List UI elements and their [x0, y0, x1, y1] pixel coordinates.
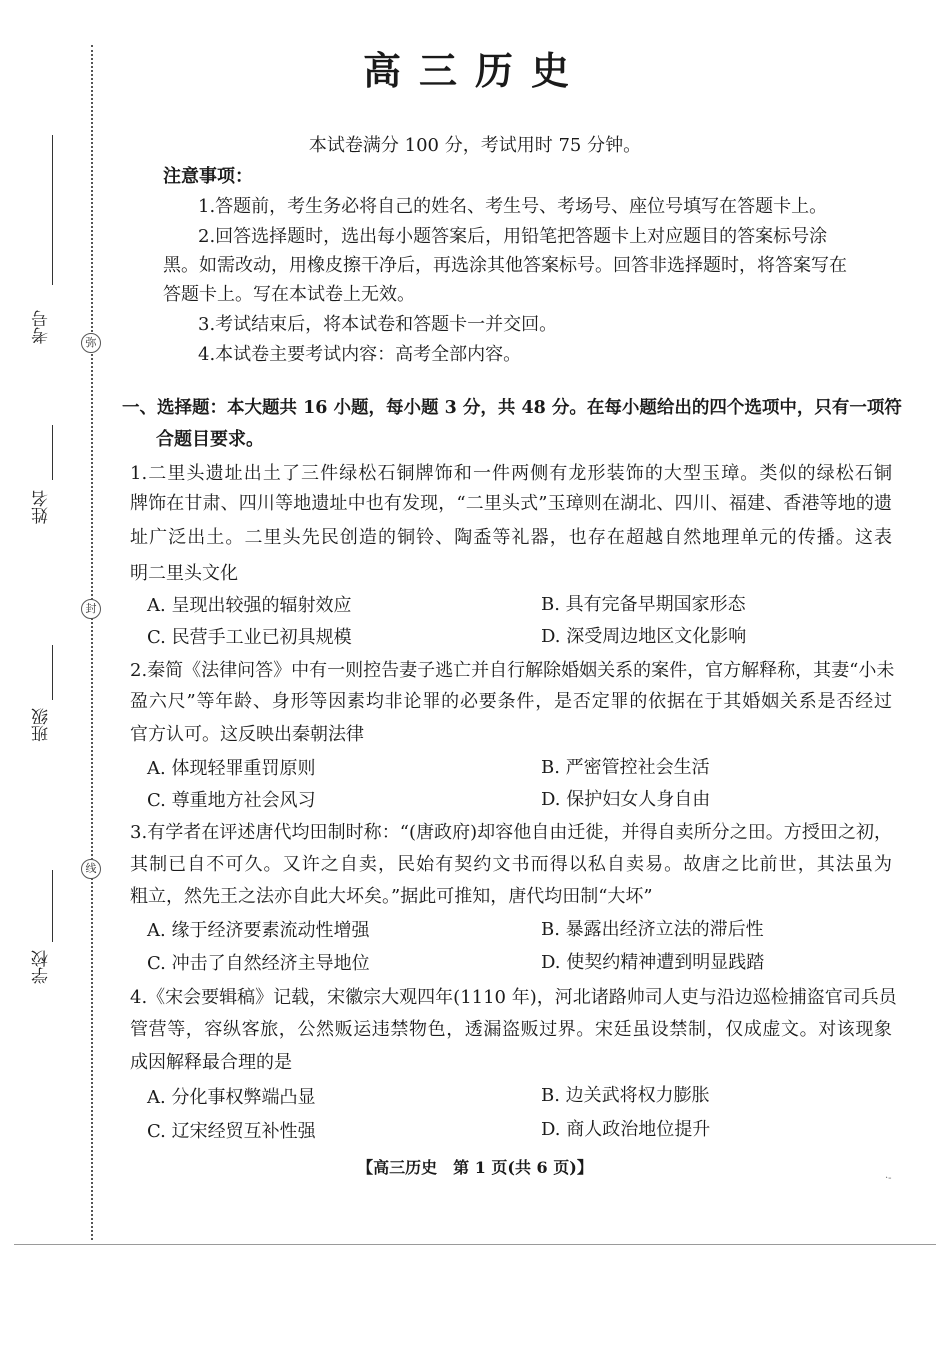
scan-mark: ·- [885, 1173, 892, 1184]
question-1-option-c[interactable]: C. 民营手工业已初具规模 [147, 627, 352, 648]
seal-char-xian: 线 [81, 859, 101, 879]
page-title: 高三历史 [362, 48, 587, 93]
school-label: 学校 [32, 950, 52, 984]
question-1-text: 址广泛出土。二里头先民创造的铜铃、陶盉等礼器，也存在超越自然地理单元的传播。这表 [130, 527, 892, 548]
question-1-option-a[interactable]: A. 呈现出较强的辐射效应 [147, 595, 352, 616]
notice-line: 1.答题前，考生务必将自己的姓名、考生号、考场号、座位号填写在答题卡上。 [198, 196, 828, 217]
question-4-text: 管营等，容纵客旅，公然贩运违禁物色，透漏盗贩过界。宋廷虽设禁制，仅成虚文。对该现象 [130, 1019, 892, 1040]
question-4-option-d[interactable]: D. 商人政治地位提升 [541, 1119, 711, 1140]
question-3-option-a[interactable]: A. 缘于经济要素流动性增强 [147, 920, 370, 941]
exam-number-label: 考号 [32, 310, 52, 344]
notice-line: 黑。如需改动，用橡皮擦干净后，再选涂其他答案标号。回答非选择题时，将答案写在 [163, 255, 847, 276]
question-3-text: 粗立，然先王之法亦自此大坏矣。”据此可推知，唐代均田制“大坏” [130, 886, 653, 907]
question-3-option-d[interactable]: D. 使契约精神遭到明显践踏 [541, 952, 765, 973]
question-2-option-d[interactable]: D. 保护妇女人身自由 [541, 789, 711, 810]
class-blank[interactable] [52, 645, 53, 700]
question-1-text: 1.二里头遗址出土了三件绿松石铜牌饰和一件两侧有龙形装饰的大型玉璋。类似的绿松石铜 [130, 463, 892, 484]
name-label: 姓名 [32, 490, 52, 524]
question-3-text: 其制已自不可久。又许之自卖，民始有契约文书而得以私自卖易。故唐之比前世，其法虽为 [130, 854, 892, 875]
page-bottom-edge [14, 1244, 936, 1245]
question-3-option-c[interactable]: C. 冲击了自然经济主导地位 [147, 953, 370, 974]
notice-line: 3.考试结束后，将本试卷和答题卡一并交回。 [198, 314, 558, 335]
question-1-text: 牌饰在甘肃、四川等地遗址中也有发现，“二里头式”玉璋则在湖北、四川、福建、香港等地的遗 [130, 493, 892, 514]
school-blank[interactable] [52, 870, 53, 942]
section-heading: 一、选择题：本大题共 16 小题，每小题 3 分，共 48 分。在每小题给出的四个选项中，只有一项符 [122, 398, 902, 418]
question-4-option-b[interactable]: B. 边关武将权力膨胀 [541, 1085, 710, 1106]
question-2-option-c[interactable]: C. 尊重地方社会风习 [147, 790, 316, 811]
seal-char-feng: 封 [81, 599, 101, 619]
field-class[interactable] [30, 645, 60, 745]
notice-line: 4.本试卷主要考试内容：高考全部内容。 [198, 344, 522, 365]
question-4-option-c[interactable]: C. 辽宋经贸互补性强 [147, 1121, 316, 1142]
question-4-text: 4.《宋会要辑稿》记载，宋徽宗大观四年(1110 年)，河北诸路帅司人吏与沿边巡检捕盗官司兵员 [130, 987, 897, 1008]
field-exam-number[interactable] [30, 135, 60, 350]
field-name[interactable] [30, 425, 60, 540]
seal-char-mi: 弥 [81, 333, 101, 353]
question-2-text: 2.秦简《法律问答》中有一则控告妻子逃亡并自行解除婚姻关系的案件，官方解释称，其妻“小未 [130, 660, 895, 681]
question-2-text: 盈六尺”等年龄、身形等因素均非论罪的必要条件，是否定罪的依据在于其婚姻关系是否经过 [130, 691, 892, 712]
question-4-option-a[interactable]: A. 分化事权弊端凸显 [147, 1087, 316, 1108]
class-label: 班级 [32, 708, 52, 742]
notice-line: 答题卡上。写在本试卷上无效。 [163, 284, 415, 305]
question-2-text: 官方认可。这反映出秦朝法律 [130, 724, 364, 745]
binding-dotted-line [91, 45, 93, 1240]
question-2-option-b[interactable]: B. 严密管控社会生活 [541, 757, 710, 778]
question-2-option-a[interactable]: A. 体现轻罪重罚原则 [147, 758, 316, 779]
exam-intro: 本试卷满分 100 分，考试用时 75 分钟。 [308, 135, 642, 156]
field-school[interactable] [30, 870, 60, 990]
notice-heading: 注意事项： [163, 166, 253, 187]
question-3-text: 3.有学者在评述唐代均田制时称：“(唐政府)却容他自由迁徙，并得自卖所分之田。方授田之初， [130, 822, 892, 843]
question-1-option-b[interactable]: B. 具有完备早期国家形态 [541, 594, 746, 615]
page-footer: 【高三历史 第 1 页(共 6 页)】 [357, 1158, 593, 1177]
question-1-option-d[interactable]: D. 深受周边地区文化影响 [541, 626, 747, 647]
question-3-option-b[interactable]: B. 暴露出经济立法的滞后性 [541, 919, 764, 940]
question-1-text: 明二里头文化 [130, 563, 238, 584]
section-heading-cont: 合题目要求。 [156, 429, 264, 450]
question-4-text: 成因解释最合理的是 [130, 1052, 292, 1073]
notice-line: 2.回答选择题时，选出每小题答案后，用铅笔把答题卡上对应题目的答案标号涂 [198, 226, 828, 247]
name-blank[interactable] [52, 425, 53, 480]
